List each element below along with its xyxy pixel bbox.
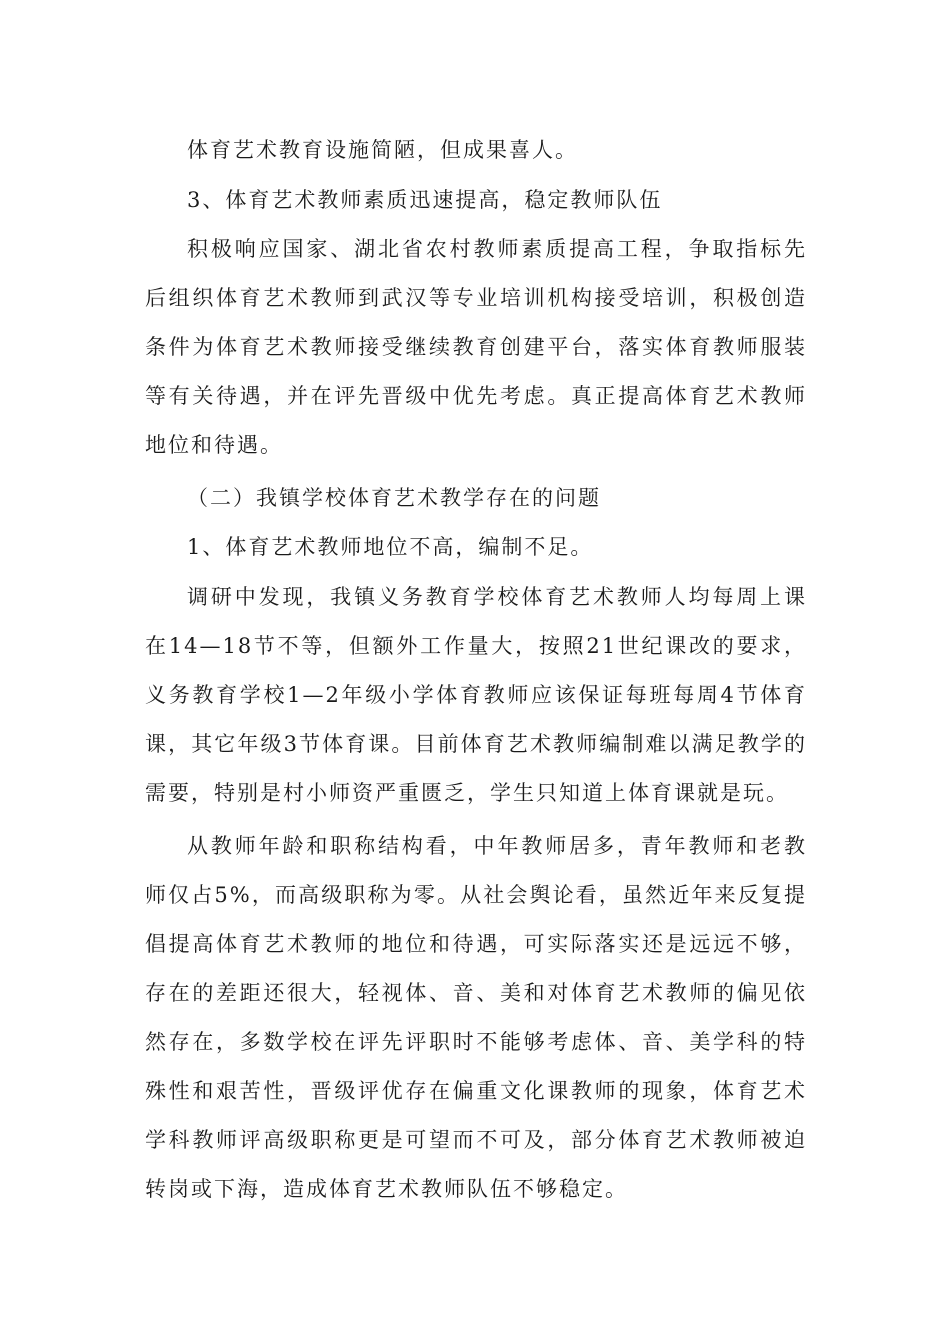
heading-text: 1、体育艺术教师地位不高，编制不足。	[187, 535, 594, 559]
paragraph-text: 体育艺术教育设施简陋，但成果喜人。	[187, 138, 578, 162]
paragraph-text: 积极响应国家、湖北省农村教师素质提高工程，争取指标先后组织体育艺术教师到武汉等专业培训机构接受培训，积极创造条件为体育艺术教师接受继续教育创建平台，落实体育教师服装等有关待遇，并在评先晋级中优先考虑。真正提高体育艺术教师地位和待遇。	[145, 237, 807, 457]
paragraph-teacher-training	[145, 225, 807, 470]
section-heading-problems	[145, 474, 807, 523]
paragraph-text: 调研中发现，我镇义务教育学校体育艺术教师人均每周上课在14—18节不等，但额外工作量大，按照21世纪课改的要求，义务教育学校1—2年级小学体育教师应该保证每班每周4节体育课，其它年级3节体育课。目前体育艺术教师编制难以满足教学的需要，特别是村小师资严重匮乏，学生只知道上体育课就是玩。	[145, 585, 807, 805]
paragraph-age-structure	[145, 822, 807, 1214]
section-heading-teacher-quality	[145, 176, 807, 225]
heading-text: （二）我镇学校体育艺术教学存在的问题	[187, 486, 601, 510]
paragraph-workload	[145, 573, 807, 818]
paragraph-text: 从教师年龄和职称结构看，中年教师居多，青年教师和老教师仅占5%，而高级职称为零。从社会舆论看，虽然近年来反复提倡提高体育艺术教师的地位和待遇，可实际落实还是远远不够，存在的差距还很大，轻视体、音、美和对体育艺术教师的偏见依然存在，多数学校在评先评职时不能够考虑体、音、美学科的特殊性和艰苦性，晋级评优存在偏重文化课教师的现象，体育艺术学科教师评高级职称更是可望而不可及，部分体育艺术教师被迫转岗或下海，造成体育艺术教师队伍不够稳定。	[145, 834, 807, 1201]
subheading-teacher-status	[145, 523, 807, 572]
heading-text: 3、体育艺术教师素质迅速提高，稳定教师队伍	[187, 188, 663, 212]
paragraph-facilities	[145, 126, 807, 175]
